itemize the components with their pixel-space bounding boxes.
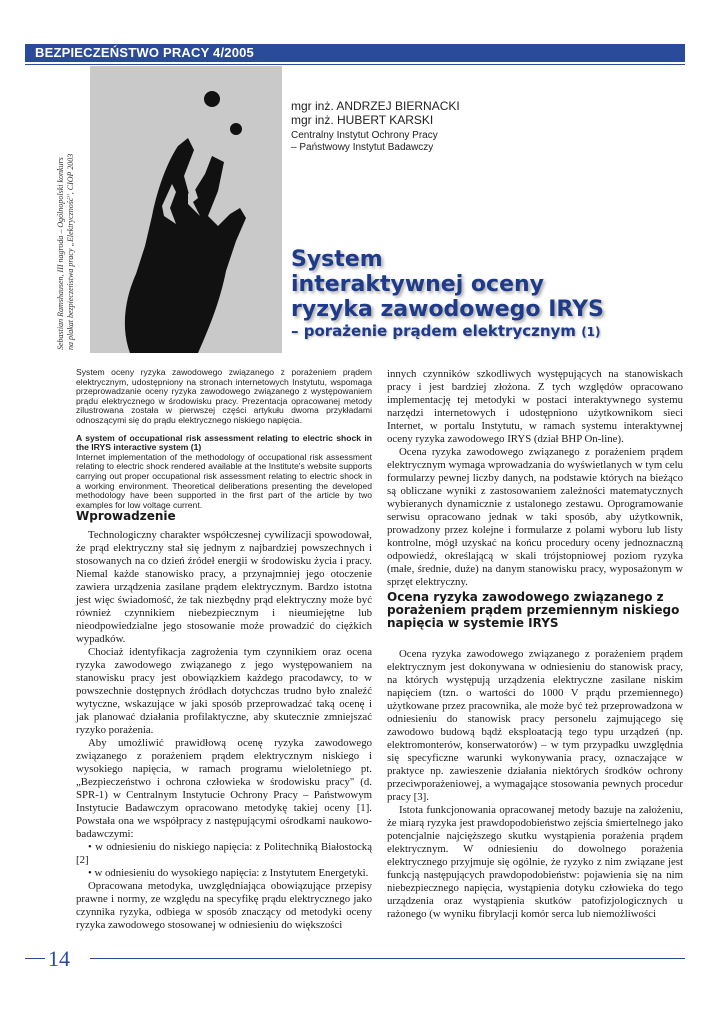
subtitle-text: – porażenie prądem elektrycznym <box>291 322 576 340</box>
subtitle-part: (1) <box>581 325 601 339</box>
title-line-2: interaktywnej oceny <box>291 272 545 297</box>
paragraph: Opracowana metodyka, uwzględniająca obowiązujące przepisy prawne i normy, ze względu na specyfikę prądu elektrycznego jako czynnika ryzyka, odbiega w sposób znaczący od metodyki oceny ryzyka zawodowego stosowanej w odniesieniu do większości <box>76 880 372 931</box>
journal-header-bar <box>25 44 685 62</box>
section-heading-introduction: Wprowadzenie <box>76 509 176 523</box>
footer-rule-left <box>25 958 45 959</box>
paragraph: innych czynników szkodliwych występujących na stanowiskach pracy i jest bardziej złożona. Z tych względów opracowano implementację tej metodyki w postaci interaktywnego systemu narzędzi internetowych i udostępniono użytkownikom sieci Internet, w portalu Instytutu, w ramach systemu interaktywnej oceny ryzyka zawodowego IRYS (dział BHP On-line). <box>387 368 683 445</box>
paragraph: Ocena ryzyka zawodowego związanego z porażeniem prądem elektrycznym wymaga wprowadzania do wyświetlanych w tym celu formularzy pewnej liczby danych, na podstawie których na bieżąco są obliczane wyniki z zastosowaniem zależności matematycznych wybieranych dynamicznie z ustalonego zestawu. Oprogramowanie serwisu opracowano jednak w taki sposób, aby użytkownik, prowadzony przez kolejne i formularze z polami wyboru lub listy kontrolne, mógł uzyskać na końcu procedury oceny jednoznaczną odpowiedź, określającą w skali trójstopniowej poziom ryzyka (małe, średnie, duże) na danym stanowisku pracy, wyposażonym w sprzęt elektryczny. <box>387 446 683 588</box>
poster-image <box>90 66 282 353</box>
article-title <box>291 247 604 322</box>
column-right-lower <box>387 648 683 921</box>
paragraph: Aby umożliwić prawidłową ocenę ryzyka zawodowego związanego z porażeniem prądem elektrycznym niskiego i wysokiego napięcia, w ramach programu wieloletniego pt. „Bezpieczeństwo i ochrona człowieka w środowisku pracy" (d. SPR-1) w Centralnym Instytucie Ochrony Pracy – Państwowym Instytucie Badawczym opracowano metodykę takiej oceny [1]. Powstała ona we współpracy z następującymi ośrodkami naukowo-badawczymi: <box>76 737 372 840</box>
institution-line-2: – Państwowy Instytut Badawczy <box>291 142 434 153</box>
bullet-item: • w odniesieniu do wysokiego napięcia: z Instytutem Energetyki. <box>88 867 369 879</box>
institution <box>291 130 438 154</box>
title-line-3: ryzyka zawodowego IRYS <box>291 297 604 322</box>
article-subtitle <box>291 322 601 340</box>
journal-title: BEZPIECZEŃSTWO PRACY 4/2005 <box>35 45 254 60</box>
column-left <box>76 529 372 932</box>
abstract-en: Internet implementation of the methodology of occupational risk assessment relating to electric shock rendered available at the Institute's website supports carrying out proper occupational risk assessment relating to electric shock in a working environment. Theoretical deliberations presenting the developed methodology have been supported in the first part of the article by two examples for low voltage current. <box>76 451 372 510</box>
authors <box>291 99 460 127</box>
author-1: mgr inż. ANDRZEJ BIERNACKI <box>291 99 460 113</box>
paragraph: Ocena ryzyka zawodowego związanego z porażeniem prądem elektrycznym jest dokonywana w odniesieniu do stanowisk pracy, na których występują urządzenia elektryczne zasilane niskim napięciem (tzn. o wartości do 1000 V prądu przemiennego) użytkowane przez pracownika, ale może być też przeprowadzona w odniesieniu do stanowisk pracy personelu zajmującego się zawodowo budową bądź eksploatacją tego typu urządzeń (np. elektromonterów, konserwatorów) – w tym przypadku uwzględnia się specyficzne warunki wykonywania pracy, oznaczające w praktyce np. zawieszenie działania niektórych środków ochrony przeciwporażeniowej, a wymagające stosowania pewnych procedur pracy [3]. <box>387 648 683 803</box>
title-line-1: System <box>291 247 383 272</box>
bullet-item: • w odniesieniu do niskiego napięcia: z Politechniką Białostocką [2] <box>76 841 372 866</box>
hand-fingers-illustration <box>90 66 282 353</box>
header-rule <box>25 64 685 65</box>
footer-rule-right <box>90 958 685 959</box>
poster-credit: Sebastian Ramshausen, III nagroda – Ogólnopolski konkurs na plakat bezpieczeństwa pracy „Elektryczność", CIOP 2003 <box>56 153 75 350</box>
abstract-en-title: A system of occupational risk assessment relating to electric shock in the IRYS interactive system (1) <box>76 432 372 453</box>
author-2: mgr inż. HUBERT KARSKI <box>291 113 434 127</box>
abstract <box>76 368 372 510</box>
paragraph: Technologiczny charakter współczesnej cywilizacji spowodował, że prąd elektryczny stał się jednym z najbardziej powszechnych i stosowanych na co dzień źródeł energii w środowisku życia i pracy. Niemal każde stanowisko pracy, a przynajmniej jego otoczenie zawiera urządzenia zasilane prądem elektrycznym. Bardzo istotna jest więc świadomość, że tak niezbędny prąd elektryczny może być również czynnikiem niebezpiecznym i nieumiejętne lub nieodpowiedzialne jego stosowanie może prowadzić do ciężkich wypadków. <box>76 529 372 645</box>
section-heading-irys: Ocena ryzyka zawodowego związanego z porażeniem prądem przemiennym niskiego napięcia w systemie IRYS <box>387 590 680 630</box>
paragraph: Istota funkcjonowania opracowanej metody bazuje na założeniu, że miarą ryzyka jest prawdopodobieństwo zejścia śmiertelnego jako potencjalnie najcięższego skutku wystąpienia porażenia prądem elektrycznym. W odniesieniu do dowolnego porażenia elektrycznego przyjmuje się ogólnie, że ryzyko z nim związane jest funkcją następujących prawdopodobieństw: pojawienia się na nim niebezpiecznego napięcia, wystąpienia dotyku człowieka do tego urządzenia oraz wystąpienia skutków patofizjologicznych u rażonego (w wyniku fibrylacji komór serca lub niemożliwości <box>387 804 683 920</box>
abstract-pl: System oceny ryzyka zawodowego związanego z porażeniem prądem elektrycznym, udostępniony na stronach internetowych Instytutu, wspomaga przeprowadzanie oceny ryzyka zawodowego związanego z występowaniem prądu elektrycznego w środowisku pracy. Prezentacja opracowanej metody zilustrowana została w pierwszej części artykułu dwoma przykładami odnoszącymi się do prądu elektrycznego niskiego napięcia. <box>76 367 372 425</box>
institution-line-1: Centralny Instytut Ochrony Pracy <box>291 130 438 141</box>
paragraph: Chociaż identyfikacja zagrożenia tym czynnikiem oraz ocena ryzyka zawodowego związanego z jego występowaniem na stanowisku pracy jest obowiązkiem każdego pracodawcy, to w powszechnie dostępnych źródłach dotychczas trudno było znaleźć wytyczne, wskazujące w jaki sposób przeprowadzać taką ocenę i jak planować działania profilaktyczne, aby skutecznie zmniejszać ryzyko porażenia. <box>76 646 372 736</box>
column-right <box>387 368 683 589</box>
page-number: 14 <box>48 946 70 971</box>
